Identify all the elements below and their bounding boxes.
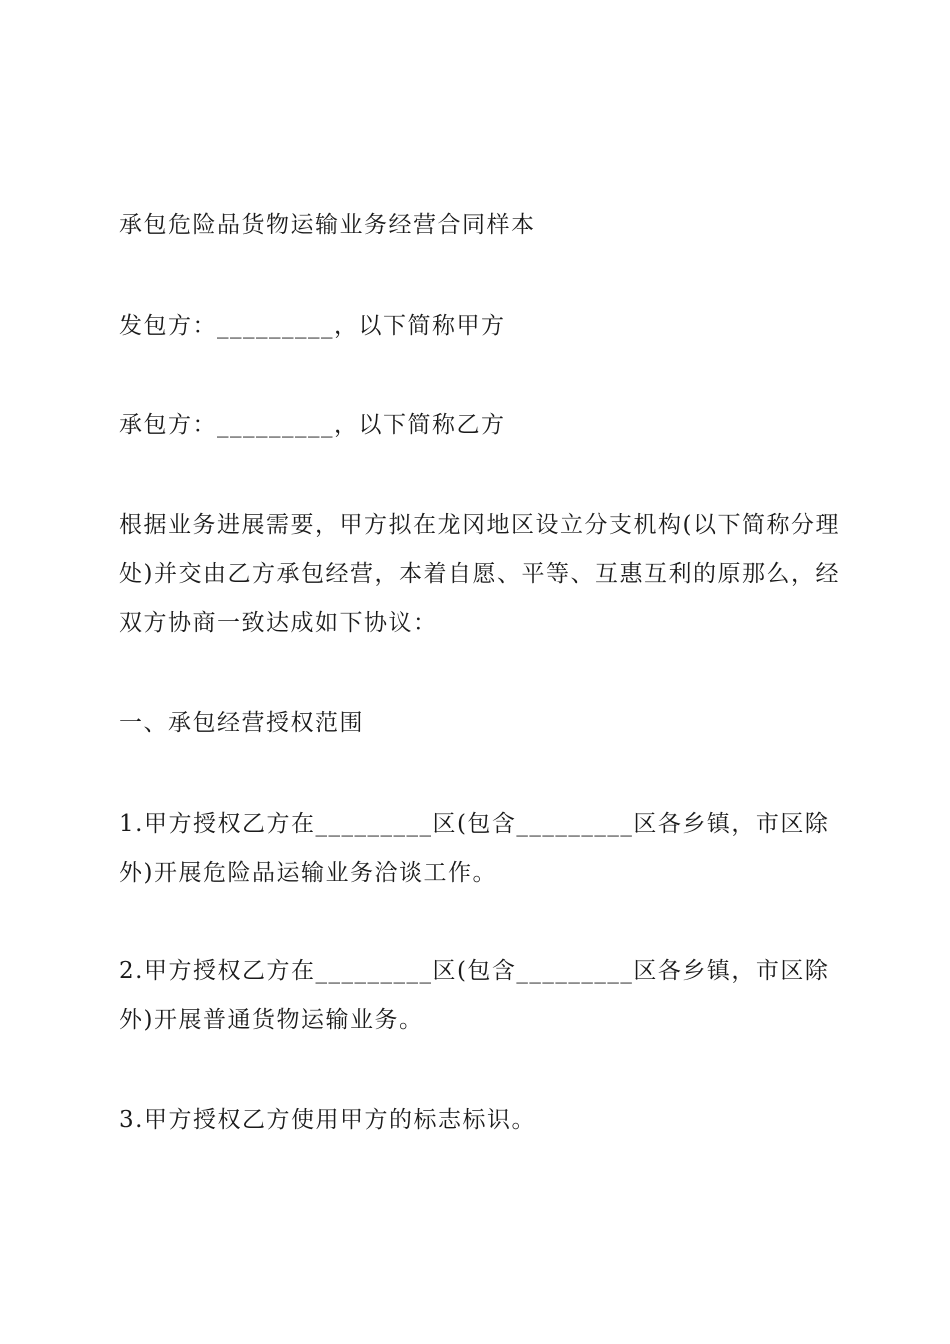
clause-item-2 <box>119 947 831 1045</box>
party-a-text: 发包方：_________，以下简称甲方 <box>119 313 506 339</box>
intro-line-1: 根据业务进展需要，甲方拟在龙冈地区设立分支机构(以下简称分理 <box>119 512 840 538</box>
item-3-text: 3.甲方授权乙方使用甲方的标志标识。 <box>119 1107 536 1133</box>
section-1-heading: 一、承包经营授权范围 <box>119 710 364 736</box>
item-1-line-2: 外)开展危险品运输业务洽谈工作。 <box>119 860 497 886</box>
document-title <box>119 201 831 250</box>
item-1-line-1: 1.甲方授权乙方在_________区(包含_________区各乡镇，市区除 <box>119 811 830 837</box>
party-a-line <box>119 302 831 351</box>
party-b-line <box>119 401 831 450</box>
intro-line-3: 双方协商一致达成如下协议： <box>119 610 438 636</box>
item-2-line-1: 2.甲方授权乙方在_________区(包含_________区各乡镇，市区除 <box>119 958 830 984</box>
title-text: 承包危险品货物运输业务经营合同样本 <box>119 212 536 238</box>
party-b-text: 承包方：_________，以下简称乙方 <box>119 412 506 438</box>
clause-item-1 <box>119 800 831 898</box>
item-2-line-2: 外)开展普通货物运输业务。 <box>119 1007 424 1033</box>
clause-item-3 <box>119 1096 831 1145</box>
intro-line-2: 处)并交由乙方承包经营，本着自愿、平等、互惠互利的原那么，经 <box>119 561 840 587</box>
section-heading <box>119 699 831 748</box>
intro-paragraph <box>119 501 840 648</box>
